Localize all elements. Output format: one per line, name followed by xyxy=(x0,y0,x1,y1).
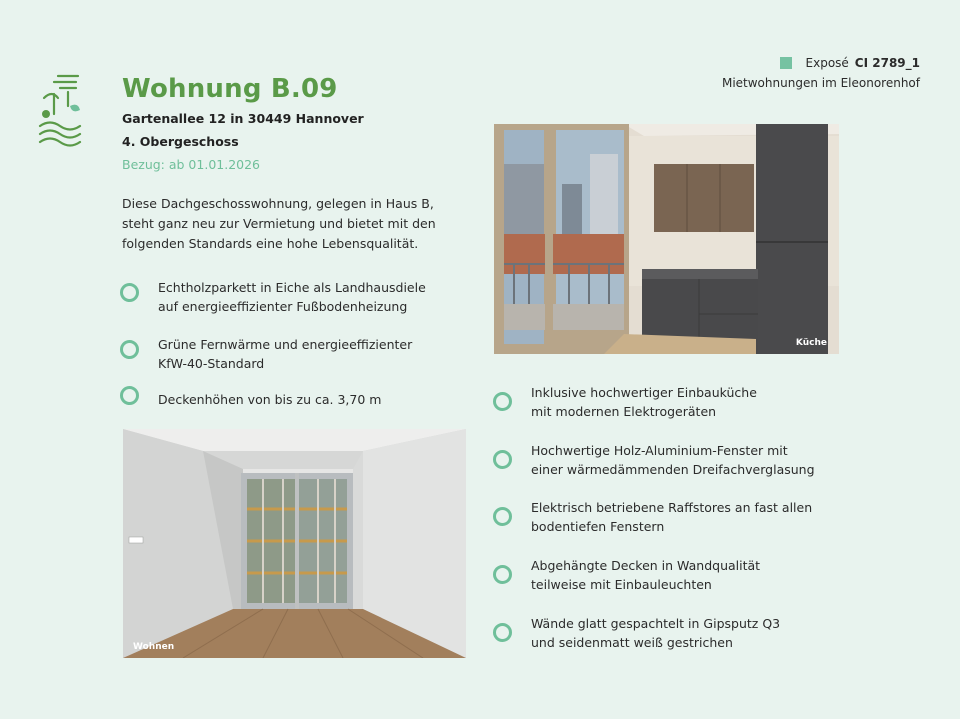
feature-item: Abgehängte Decken in Wandqualität teilweise mit Einbauleuchten xyxy=(493,556,760,594)
feature-item: Deckenhöhen von bis zu ca. 3,70 m xyxy=(120,381,381,409)
living-room-photo xyxy=(123,429,466,658)
page-title: Wohnung B.09 xyxy=(122,74,338,104)
feature-item: Inklusive hochwertiger Einbauküche mit modernen Elektrogeräten xyxy=(493,383,757,421)
bullet-circle-icon xyxy=(120,283,139,302)
bullet-circle-icon xyxy=(493,507,512,526)
bullet-circle-icon xyxy=(493,565,512,584)
project-subtitle: Mietwohnungen im Eleonorenhof xyxy=(721,76,920,90)
availability-date: Bezug: ab 01.01.2026 xyxy=(122,157,261,172)
expose-label xyxy=(780,56,920,70)
feature-item: Elektrisch betriebene Raffstores an fast allen bodentiefen Fenstern xyxy=(493,498,812,536)
living-room-image xyxy=(123,429,466,658)
floor: 4. Obergeschoss xyxy=(122,134,239,149)
address: Gartenallee 12 in 30449 Hannover xyxy=(122,111,364,126)
kitchen-caption: Küche xyxy=(795,338,827,348)
expose-text: Exposé xyxy=(805,56,849,70)
bullet-circle-icon xyxy=(120,386,139,405)
bullet-circle-icon xyxy=(120,340,139,359)
bullet-circle-icon xyxy=(493,450,512,469)
feature-item: Grüne Fernwärme und energieeffizienter KfW-40-Standard xyxy=(120,335,412,373)
expose-reference: CI 2789_1 xyxy=(854,56,920,70)
feature-item: Hochwertige Holz-Aluminium-Fenster mit einer wärmedämmenden Dreifachverglasung xyxy=(493,441,815,479)
feature-item: Echtholzparkett in Eiche als Landhausdiele auf energieeffizienter Fußbodenheizung xyxy=(120,278,426,316)
bullet-circle-icon xyxy=(493,623,512,642)
eleonorenhof-logo-icon xyxy=(38,70,84,148)
kitchen-image xyxy=(494,124,839,354)
intro-text: Diese Dachgeschosswohnung, gelegen in Haus B, steht ganz neu zur Vermietung und bietet mit den folgenden Standards eine hohe Lebensqualität. xyxy=(122,196,436,251)
living-room-caption: Wohnen xyxy=(133,642,175,652)
bullet-circle-icon xyxy=(493,392,512,411)
expose-square-icon xyxy=(780,57,792,69)
kitchen-photo xyxy=(494,124,839,354)
feature-item: Wände glatt gespachtelt in Gipsputz Q3 und seidenmatt weiß gestrichen xyxy=(493,614,780,652)
